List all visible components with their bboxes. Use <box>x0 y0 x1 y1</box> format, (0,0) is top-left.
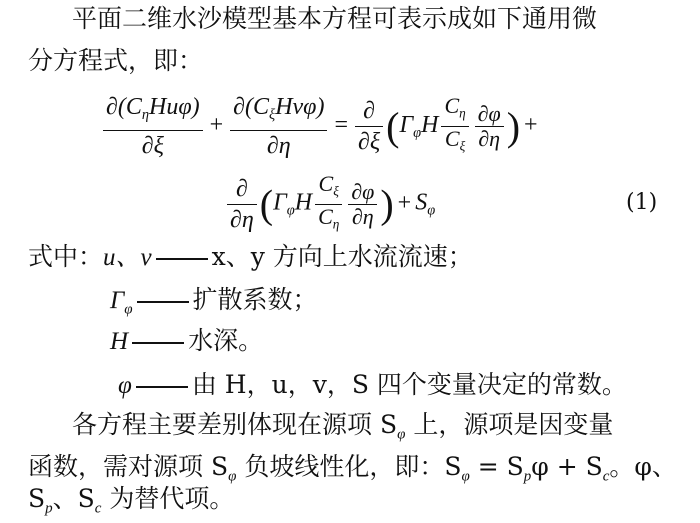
definition-h-var: H <box>110 328 129 355</box>
definition-u-v-vars: u、v <box>103 244 152 271</box>
para2-line1 <box>72 410 613 449</box>
definition-u-v <box>28 242 473 273</box>
para2-line2-sub3: p <box>523 468 532 485</box>
definition-u-v-text: x、y 方向上水流流速； <box>211 242 473 271</box>
eq-term3-ratio: $\frac{C_\eta}{C_\xi}$ <box>441 94 468 158</box>
equation-line1: $\frac{\partial(C_\eta Hu\varphi)}{\partial\xi}$ + $\frac{\partial(C_\xi Hv\varphi)}{\partial\eta}$ = $\frac{\partial}{\partial\xi}$ ($\Gamma_\varphi H$ $\frac{C_\eta}{C_\xi}$ $\frac{\partial\varphi}{\partial\eta}$ ) + <box>100 92 542 161</box>
definition-lead: 式中： <box>28 242 104 271</box>
definition-h-text: 水深。 <box>188 326 264 355</box>
para2-line2-b: 负坡线性化，即：S <box>236 452 462 481</box>
eq-term3-derivative: $\frac{\partial\varphi}{\partial\eta}$ <box>475 102 504 151</box>
definition-dash <box>156 258 208 260</box>
para2-line3-sub1: p <box>45 500 53 517</box>
definition-dash <box>136 386 188 388</box>
eq-term4-ratio: $\frac{C_\xi}{C_\eta}$ <box>315 172 342 236</box>
definition-gamma <box>110 285 318 324</box>
para2-line3 <box>28 484 234 523</box>
eq-term4-derivative: $\frac{\partial\varphi}{\partial\eta}$ <box>348 180 377 229</box>
para2-line3-a: S <box>28 484 46 513</box>
para2-line2-sub4: c <box>602 468 610 485</box>
para2-line2-a: 函数，需对源项 S <box>28 452 229 481</box>
definition-dash <box>132 342 184 344</box>
eq-term3-operator: $\frac{\partial}{\partial\xi}$ <box>355 96 383 157</box>
definition-phi-var: φ <box>118 372 132 399</box>
para1-line2: 分方程式，即： <box>28 46 204 75</box>
definition-gamma-var: Γ <box>110 287 125 314</box>
eq-term1: $\frac{\partial(C_\eta Hu\varphi)}{\partial\xi}$ <box>103 92 203 161</box>
para2-line2-d: φ + S <box>531 452 603 481</box>
para2-line3-b: 、S <box>52 484 95 513</box>
para2-line2-sub2: φ <box>461 468 470 485</box>
definition-h <box>110 326 263 357</box>
para2-line2-sub1: φ <box>228 468 237 485</box>
equation-number: (1) <box>626 190 658 215</box>
para2-line2-c: = S <box>469 452 524 481</box>
definition-dash <box>137 301 189 303</box>
para1-line1: 平面二维水沙模型基本方程可表示成如下通用微 <box>72 4 598 33</box>
definition-gamma-text: 扩散系数； <box>192 285 318 314</box>
para2-line1-rest: 上，源项是因变量 <box>405 410 614 439</box>
para2-line2-e: 。φ、 <box>609 452 677 481</box>
definition-phi-text: 由 H，u，v，S 四个变量决定的常数。 <box>191 370 627 399</box>
eq-term4-operator: $\frac{\partial}{\partial\eta}$ <box>227 174 257 235</box>
equation-line2: $\frac{\partial}{\partial\eta}$ ($\Gamma_\varphi H$ $\frac{C_\xi}{C_\eta}$ $\frac{\partial\varphi}{\partial\eta}$ ) + $S_\varphi$ <box>224 172 435 236</box>
definition-phi <box>118 370 627 401</box>
para2-line3-c: 为替代项。 <box>101 484 235 513</box>
para2-line1-text: 各方程主要差别体现在源项 S <box>72 410 398 439</box>
definition-gamma-sub: φ <box>124 301 133 318</box>
para2-line3-sub2: c <box>94 500 102 517</box>
eq-term2: $\frac{\partial(C_\xi Hv\varphi)}{\partial\eta}$ <box>230 92 327 161</box>
para2-line1-sub: φ <box>397 426 406 443</box>
